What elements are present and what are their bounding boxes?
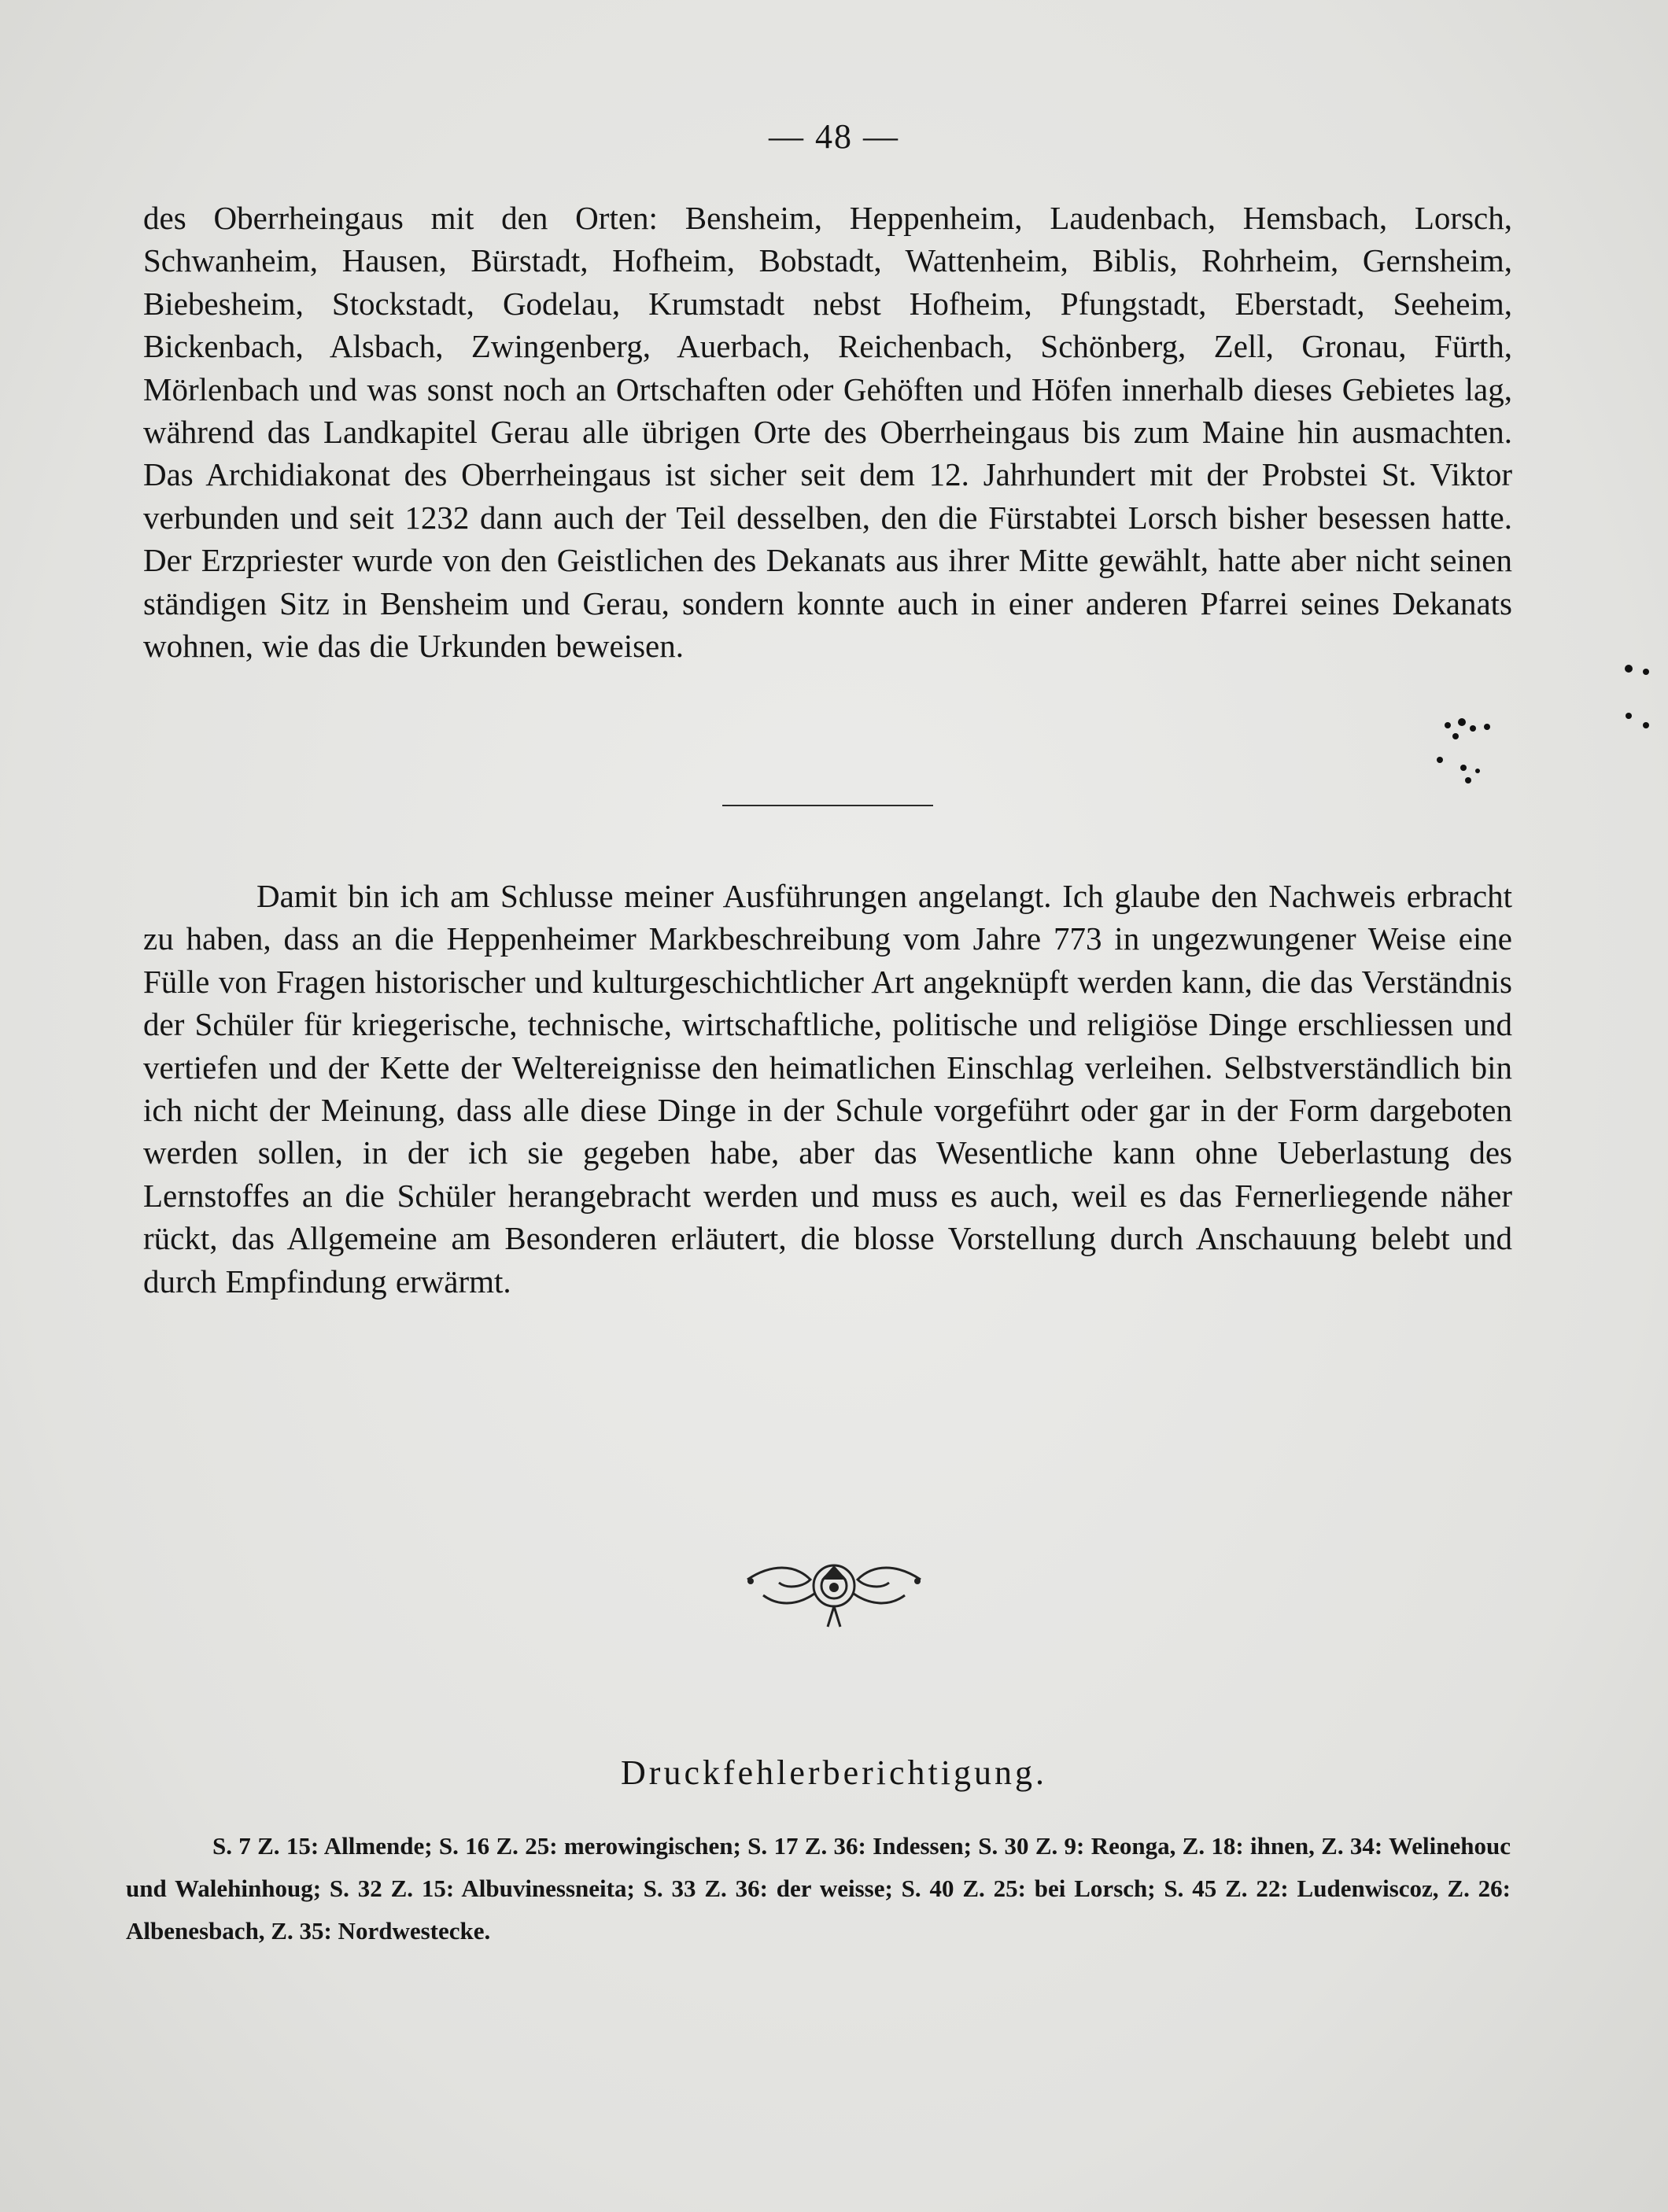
- section-separator: [722, 805, 933, 806]
- paragraph-conclusion: Damit bin ich am Schlusse meiner Ausführungen angelangt. Ich glaube den Nachweis erbracht zu haben, dass an die Heppenheimer Markbeschreibung vom Jahre 773 in ungezwungener Weise eine Fülle von Fragen historischer und kulturgeschichtlicher Art angeknüpft werden kann, die das Verständnis der Schüler für kriegerische, technische, wirtschaftliche, politische und religiöse Dinge erschliessen und vertiefen und der Kette der Weltereignisse den heimatlichen Einschlag verleihen. Selbstverständlich bin ich nicht der Meinung, dass alle diese Dinge in der Schule vorgeführt oder gar in der Form dargeboten werden sollen, in der ich sie gegeben habe, aber das Wesentliche kann ohne Ueberlastung des Lernstoffes an die Schüler herangebracht werden und muss es auch, weil es das Fernerliegende näher rückt, das Allgemeine am Besonderen erläutert, die blosse Vorstellung durch Anschauung belebt und durch Empfindung erwärmt.: [143, 878, 1512, 1300]
- page-number: — 48 —: [769, 117, 899, 156]
- print-speckles-icon: [1416, 653, 1652, 810]
- vignette-ornament-icon: [740, 1548, 928, 1635]
- corrections-heading: Druckfehlerberichtigung.: [621, 1753, 1047, 1792]
- corrections-list: S. 7 Z. 15: Allmende; S. 16 Z. 25: merowingischen; S. 17 Z. 36: Indessen; S. 30 Z. 9: Reonga, Z. 18: ihnen, Z. 34: Welinehouc und Walehinhoug; S. 32 Z. 15: Albuvinessneita; S. 33 Z. 36: der weisse; S. 40 Z. 25: bei Lorsch; S. 45 Z. 22: Ludenwiscoz, Z. 26: Albenesbach, Z. 35: Nordwestecke.: [126, 1832, 1511, 1945]
- paragraph-oberrheingau: des Oberrheingaus mit den Orten: Bensheim, Heppenheim, Laudenbach, Hemsbach, Lorsch, Schwanheim, Hausen, Bürstadt, Hofheim, Bobstadt, Wattenheim, Biblis, Rohrheim, Gernsheim, Biebesheim, Stockstadt, Godelau, Krumstadt nebst Hofheim, Pfungstadt, Eberstadt, Seeheim, Bickenbach, Alsbach, Zwingenberg, Auerbach, Reichenbach, Schönberg, Zell, Gronau, Fürth, Mörlenbach und was sonst noch an Ortschaften oder Gehöften und Höfen innerhalb dieses Gebietes lag, während das Landkapitel Gerau alle übrigen Orte des Oberrheingaus bis zum Maine hin ausmachten. Das Archidiakonat des Oberrheingaus ist sicher seit dem 12. Jahrhundert mit der Probstei St. Viktor verbunden und seit 1232 dann auch der Teil desselben, den die Fürstabtei Lorsch bisher besessen hatte. Der Erzpriester wurde von den Geistlichen des Dekanats aus ihrer Mitte gewählt, hatte aber nicht seinen ständigen Sitz in Bensheim und Gerau, sondern konnte auch in einer anderen Pfarrei seines Dekanats wohnen, wie das die Urkunden beweisen.: [143, 200, 1512, 665]
